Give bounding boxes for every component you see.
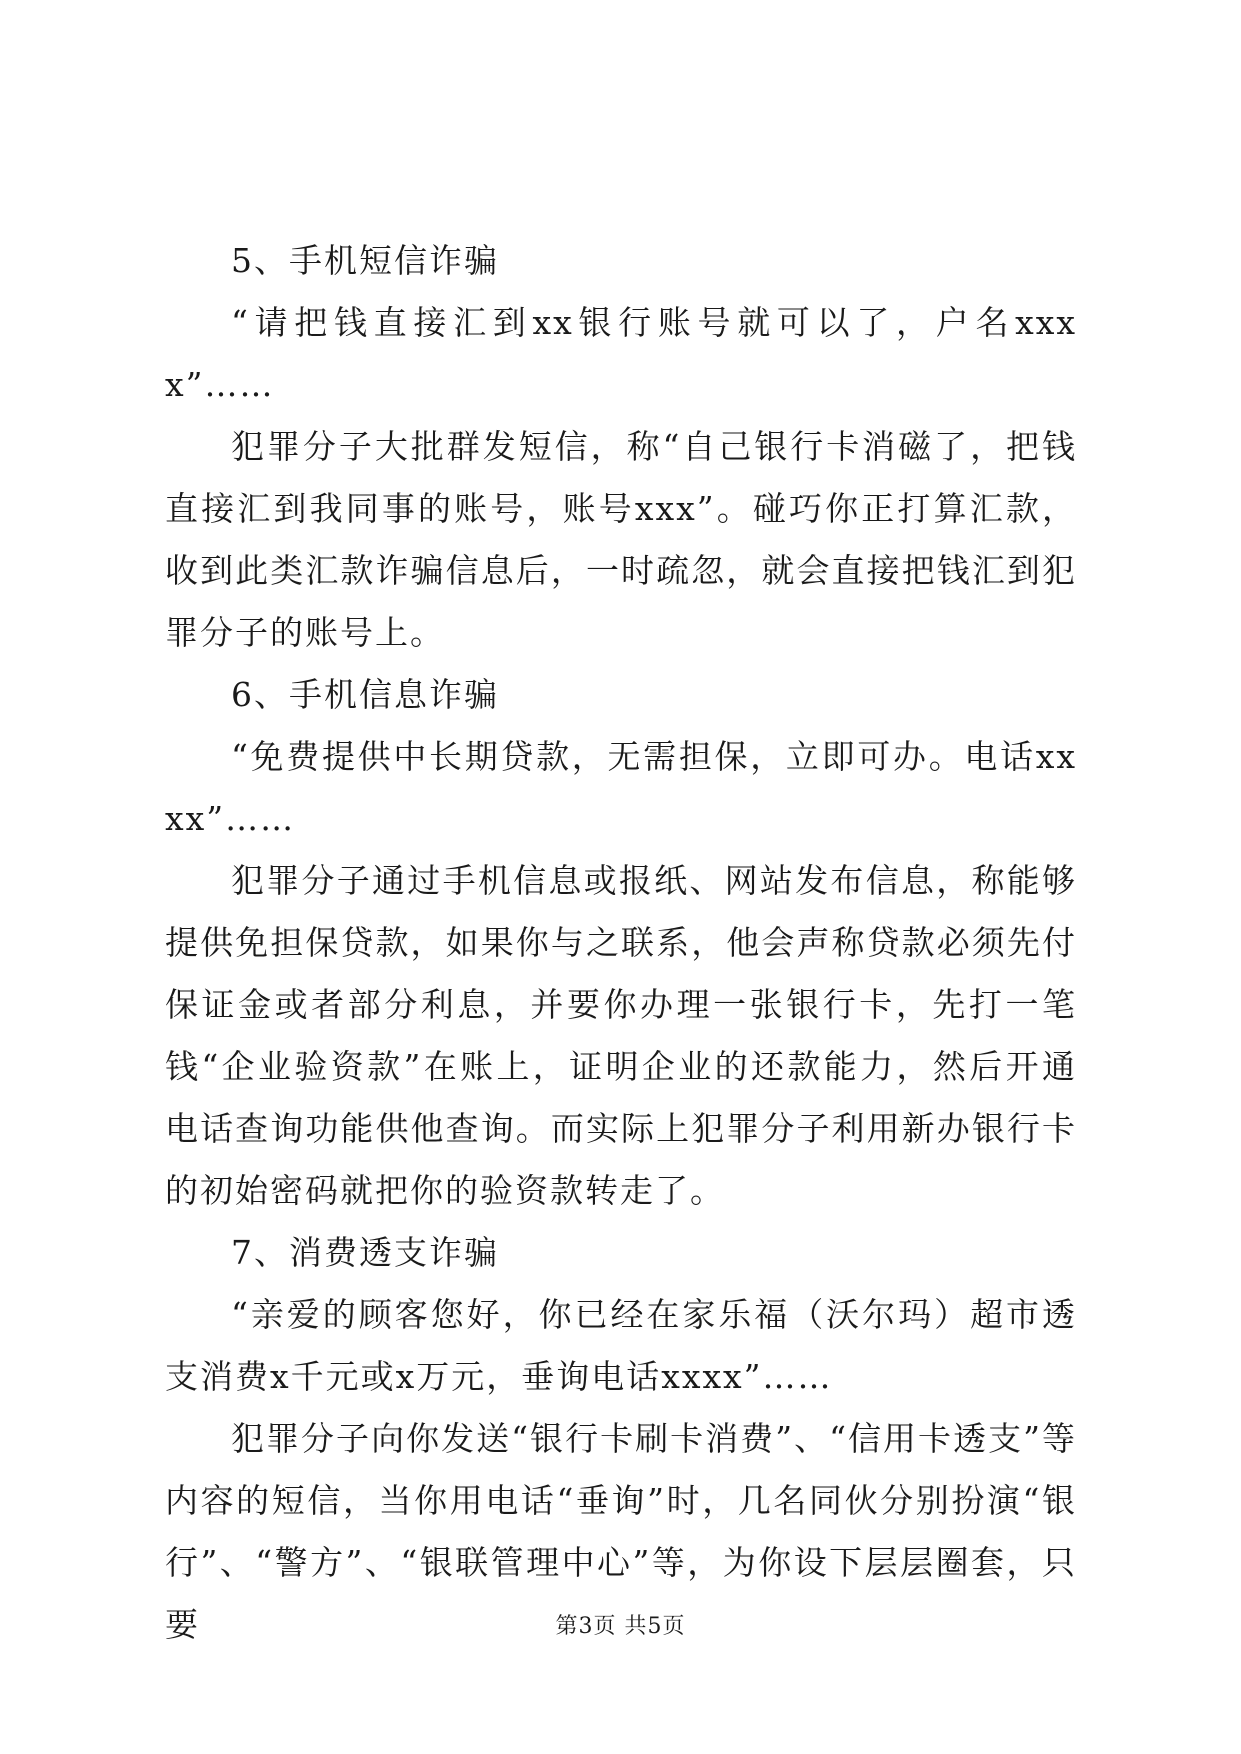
- section-6: [165, 664, 1077, 1222]
- section-heading: 7、消费透支诈骗: [231, 1233, 499, 1272]
- paragraph: “请把钱直接汇到xx银行账号就可以了，户名xxxx”……: [165, 303, 1077, 404]
- paragraph: “亲爱的顾客您好，你已经在家乐福（沃尔玛）超市透支消费x千元或x万元，垂询电话xxxx”……: [165, 1295, 1077, 1396]
- paragraph: “免费提供中长期贷款，无需担保，立即可办。电话xxxx”……: [165, 737, 1077, 838]
- paragraph: 犯罪分子通过手机信息或报纸、网站发布信息，称能够提供免担保贷款，如果你与之联系，他会声称贷款必须先付保证金或者部分利息，并要你办理一张银行卡，先打一笔钱“企业验资款”在账上，证明企业的还款能力，然后开通电话查询功能供他查询。而实际上犯罪分子利用新办银行卡的初始密码就把你的验资款转走了。: [165, 861, 1077, 1210]
- paragraph: 犯罪分子大批群发短信，称“自己银行卡消磁了，把钱直接汇到我同事的账号，账号xxx”。碰巧你正打算汇款，收到此类汇款诈骗信息后，一时疏忽，就会直接把钱汇到犯罪分子的账号上。: [165, 427, 1077, 652]
- section-7: [165, 1222, 1077, 1656]
- section-heading: 6、手机信息诈骗: [231, 675, 499, 714]
- section-5: [165, 230, 1077, 664]
- page-footer: [0, 1612, 1241, 1642]
- document-body: [165, 230, 1077, 1656]
- section-heading: 5、手机短信诈骗: [231, 241, 499, 280]
- paragraph: 犯罪分子向你发送“银行卡刷卡消费”、“信用卡透支”等内容的短信，当你用电话“垂询”时，几名同伙分别扮演“银行”、“警方”、“银联管理中心”等，为你设下层层圈套，只要: [165, 1419, 1077, 1644]
- page-number: 第3页 共5页: [555, 1614, 686, 1639]
